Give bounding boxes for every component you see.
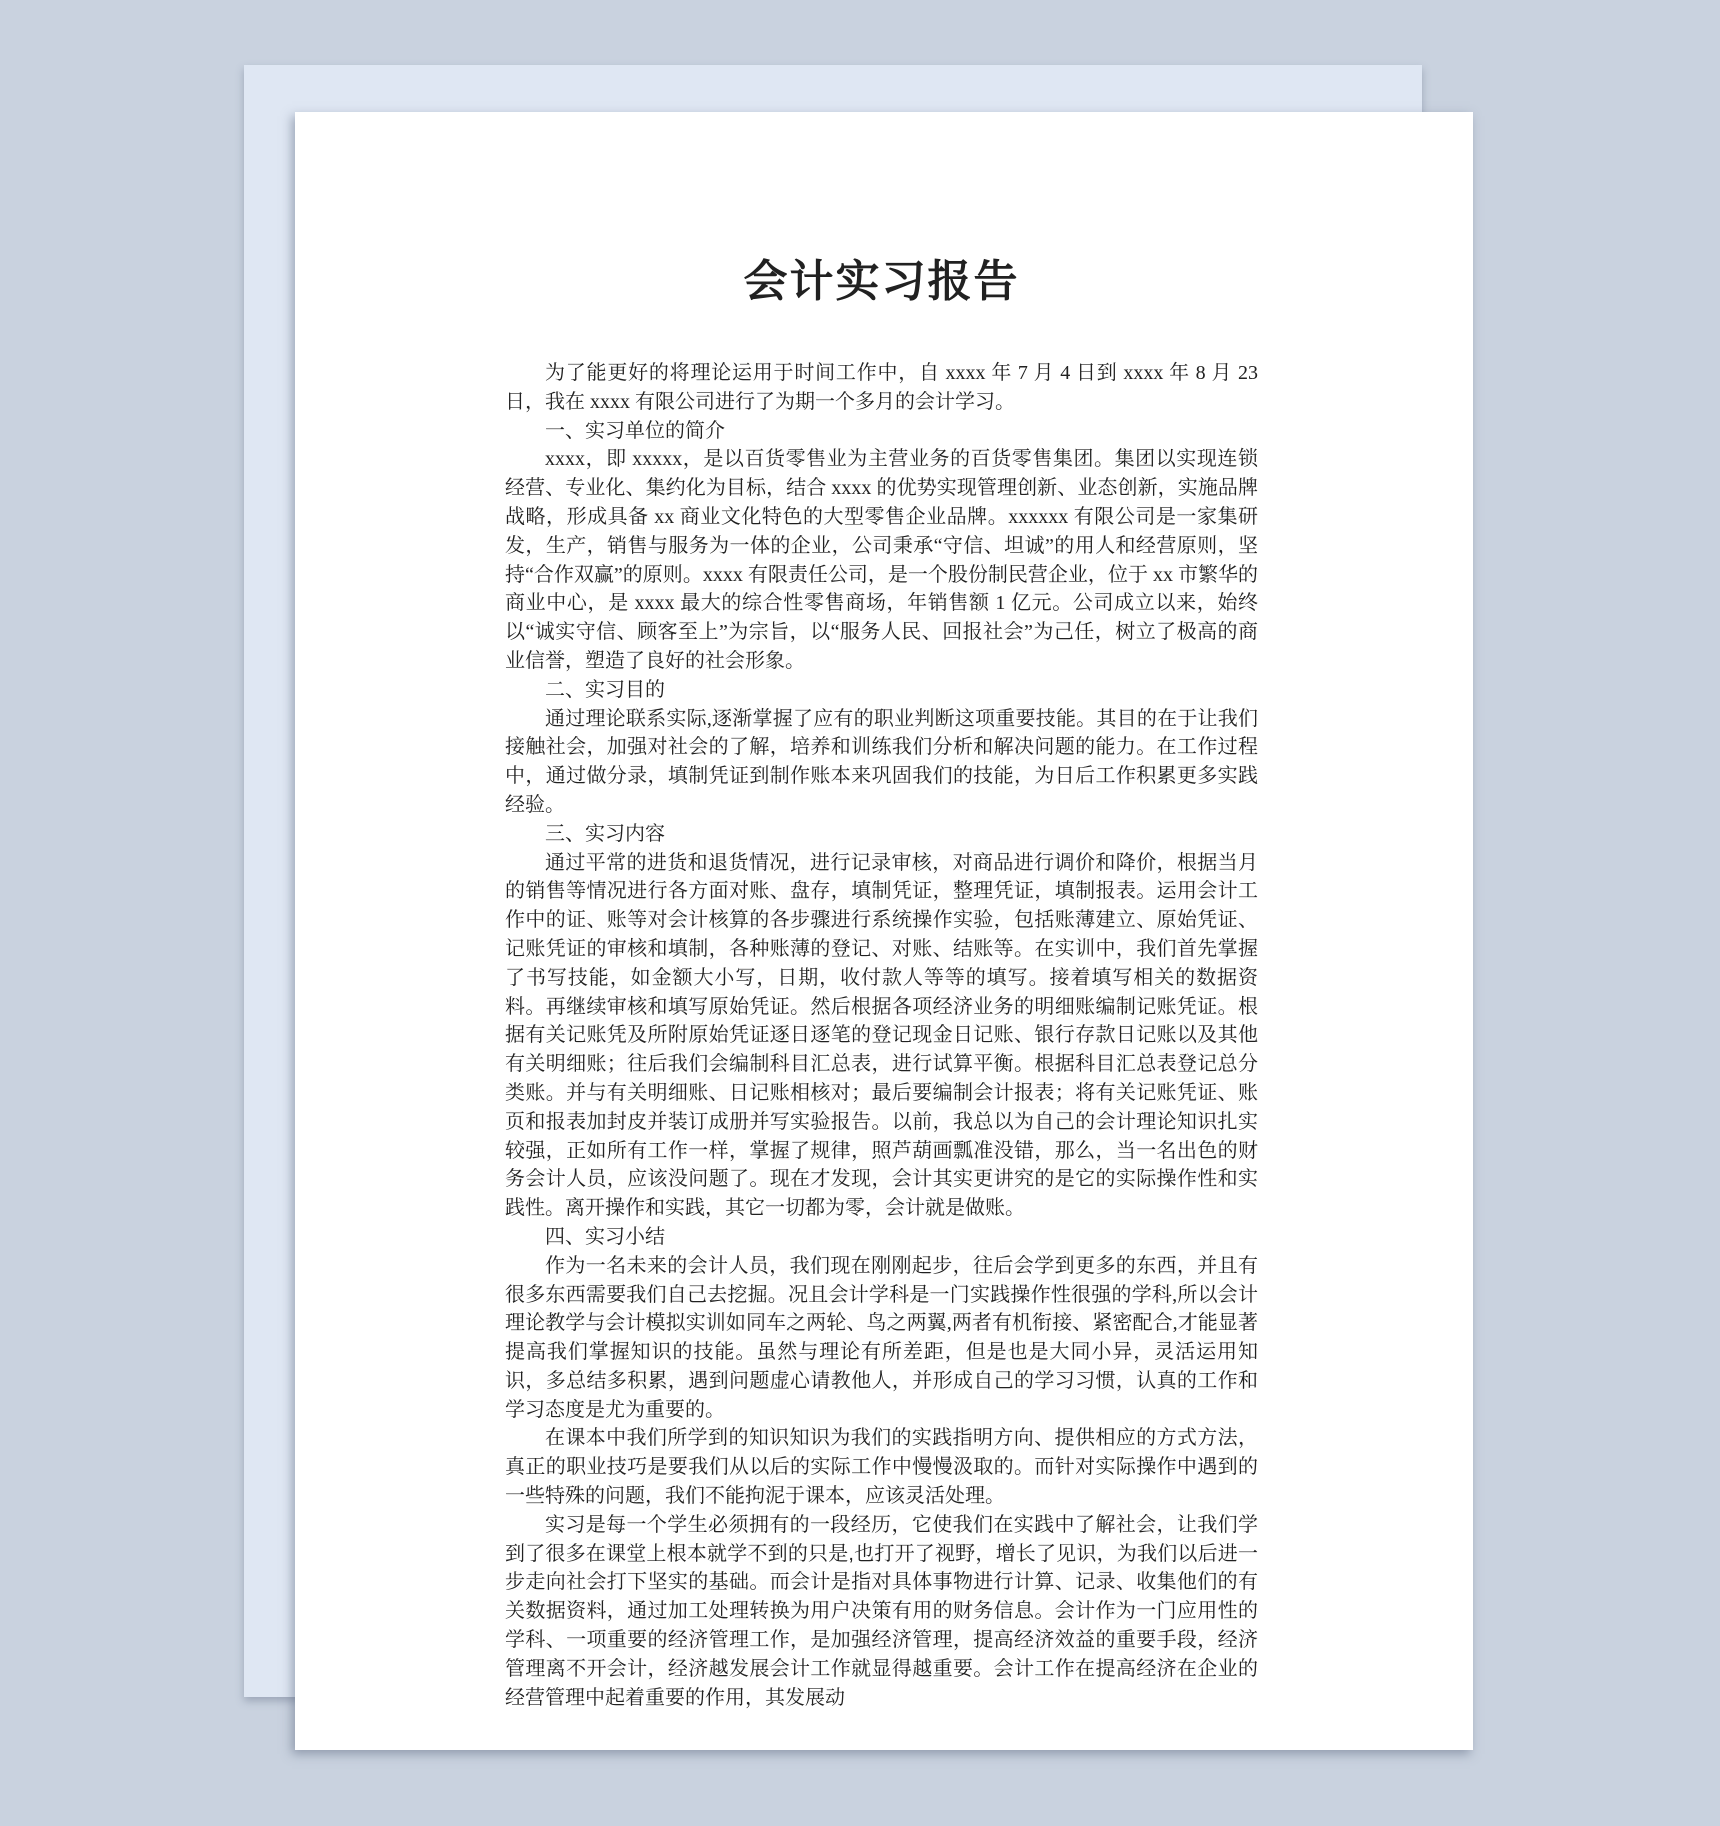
section3-body: 通过平常的进货和退货情况，进行记录审核，对商品进行调价和降价，根据当月的销售等情况进行各方面对账、盘存，填制凭证，整理凭证，填制报表。运用会计工作中的证、账等对会计核算的各步骤进行系统操作实验，包括账薄建立、原始凭证、记账凭证的审核和填制，各种账薄的登记、对账、结账等。在实训中，我们首先掌握了书写技能，如金额大小写，日期，收付款人等等的填写。接着填写相关的数据资料。再继续审核和填写原始凭证。然后根据各项经济业务的明细账编制记账凭证。根据有关记账凭及所附原始凭证逐日逐笔的登记现金日记账、银行存款日记账以及其他有关明细账；往后我们会编制科目汇总表，进行试算平衡。根据科目汇总表登记总分类账。并与有关明细账、日记账相核对；最后要编制会计报表；将有关记账凭证、账页和报表加封皮并装订成册并写实验报告。以前，我总以为自己的会计理论知识扎实较强，正如所有工作一样，掌握了规律，照芦葫画瓢准没错，那么，当一名出色的财务会计人员，应该没问题了。现在才发现，会计其实更讲究的是它的实际操作性和实践性。离开操作和实践，其它一切都为零，会计就是做账。 (505, 851, 1258, 1220)
section4-heading: 四、实习小结 (545, 1225, 665, 1248)
section2-heading: 二、实习目的 (545, 678, 665, 701)
section4-body2: 在课本中我们所学到的知识知识为我们的实践指明方向、提供相应的方式方法，真正的职业技巧是要我们从以后的实际工作中慢慢汲取的。而针对实际操作中遇到的一些特殊的问题，我们不能拘泥于课本，应该灵活处理。 (505, 1427, 1258, 1508)
section2-body: 通过理论联系实际,逐渐掌握了应有的职业判断这项重要技能。其目的在于让我们接触社会，加强对社会的了解，培养和训练我们分析和解决问题的能力。在工作过程中，通过做分录，填制凭证到制作账本来巩固我们的技能，为日后工作积累更多实践经验。 (505, 707, 1258, 816)
document-content (295, 112, 1473, 1712)
section4-body3: 实习是每一个学生必须拥有的一段经历，它使我们在实践中了解社会，让我们学到了很多在课堂上根本就学不到的只是,也打开了视野，增长了见识，为我们以后进一步走向社会打下坚实的基础。而会计是指对具体事物进行计算、记录、收集他们的有关数据资料，通过加工处理转换为用户决策有用的财务信息。会计作为一门应用性的学科、一项重要的经济管理工作，是加强经济管理，提高经济效益的重要手段，经济管理离不开会计，经济越发展会计工作就显得越重要。会计工作在提高经济在企业的经营管理中起着重要的作用，其发展动 (505, 1513, 1258, 1709)
section1-heading: 一、实习单位的简介 (545, 419, 725, 442)
section1-body: xxxx，即 xxxxx，是以百货零售业为主营业务的百货零售集团。集团以实现连锁经营、专业化、集约化为目标，结合 xxxx 的优势实现管理创新、业态创新，实施品牌战略，形成具备 xx 商业文化特色的大型零售企业品牌。xxxxxx 有限公司是一家集研发，生产，销售与服务为一体的企业，公司秉承“守信、坦诚”的用人和经营原则，坚持“合作双赢”的原则。xxxx 有限责任公司，是一个股份制民营企业，位于 xx 市繁华的商业中心，是 xxxx 最大的综合性零售商场，年销售额 1 亿元。公司成立以来，始终以“诚实守信、顾客至上”为宗旨，以“服务人民、回报社会”为己任，树立了极高的商业信誉，塑造了良好的社会形象。 (505, 448, 1258, 672)
document-title: 会计实习报告 (743, 257, 1020, 306)
section3-heading: 三、实习内容 (545, 822, 665, 845)
section4-body1: 作为一名未来的会计人员，我们现在刚刚起步，往后会学到更多的东西，并且有很多东西需要我们自己去挖掘。况且会计学科是一门实践操作性很强的学科,所以会计理论教学与会计模拟实训如同车之两轮、鸟之两翼,两者有机衔接、紧密配合,才能显著提高我们掌握知识的技能。虽然与理论有所差距，但是也是大同小异，灵活运用知识，多总结多积累，遇到问题虚心请教他人，并形成自己的学习习惯，认真的工作和学习态度是尤为重要的。 (505, 1254, 1258, 1421)
front-page (295, 112, 1473, 1750)
intro-paragraph: 为了能更好的将理论运用于时间工作中，自 xxxx 年 7 月 4 日到 xxxx 年 8 月 23 日，我在 xxxx 有限公司进行了为期一个多月的会计学习。 (505, 362, 1258, 413)
